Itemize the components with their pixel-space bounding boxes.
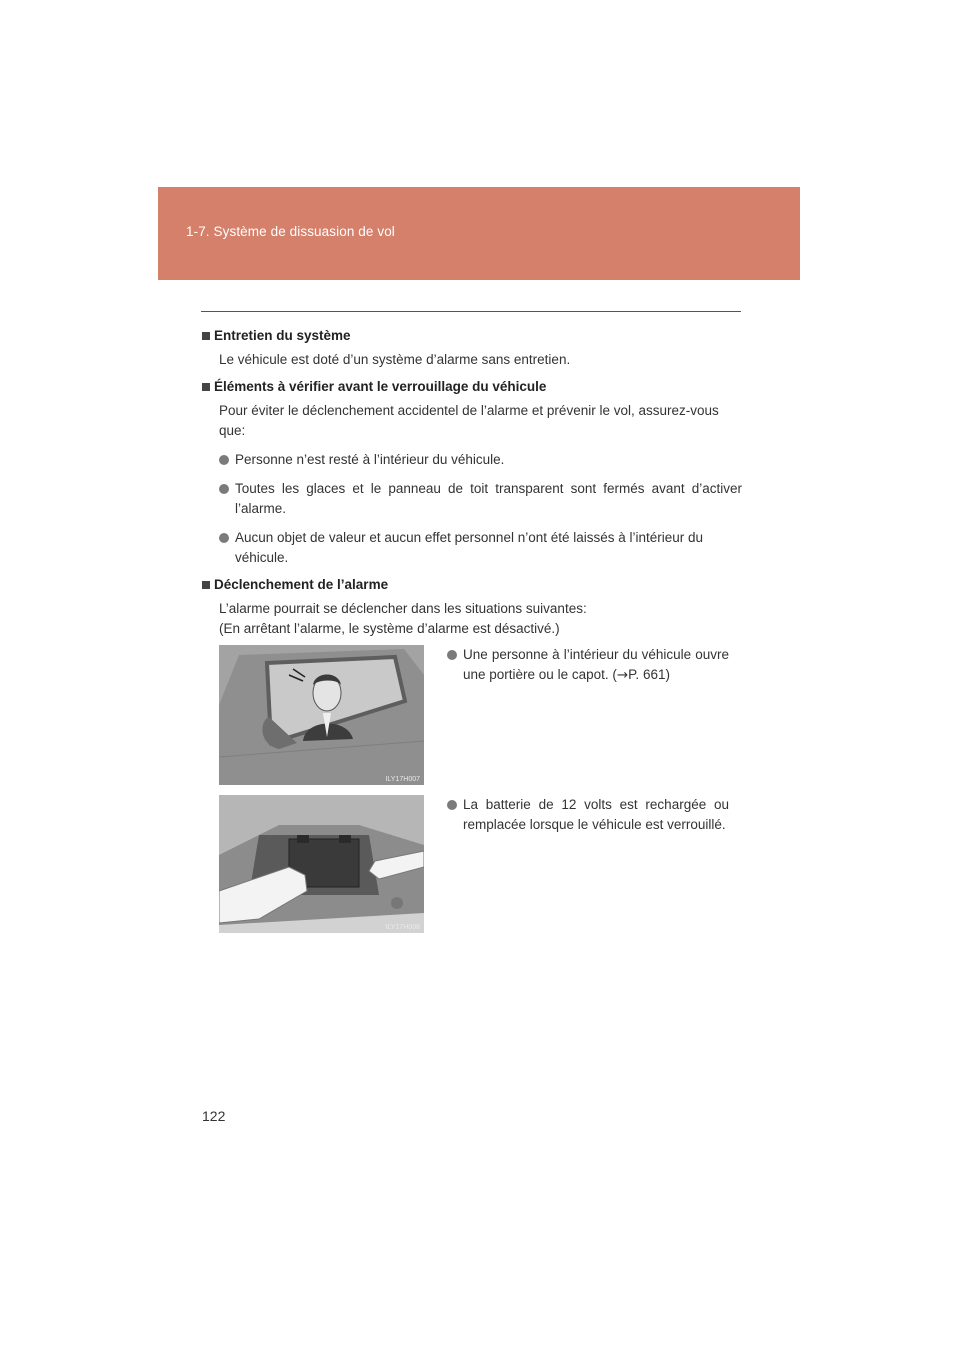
section-heading: Éléments à vérifier avant le verrouillage du véhicule <box>202 379 742 394</box>
section-text: Pour éviter le déclenchement accidentel de l’alarme et prévenir le vol, assurez-vous que: <box>219 403 719 438</box>
section-text: Le véhicule est doté d’un système d’alarme sans entretien. <box>219 352 571 367</box>
main-content <box>202 328 742 648</box>
section-heading: Entretien du système <box>202 328 742 343</box>
page-number: 122 <box>202 1108 226 1124</box>
section-trigger <box>202 577 742 639</box>
list-item: Toutes les glaces et le panneau de toit transparent sont fermés avant d’activer l’alarme. <box>219 479 742 519</box>
section-maintenance <box>202 328 742 370</box>
page-reference-arrow-icon: → <box>616 667 629 683</box>
image-code: ILY17H007 <box>385 776 420 783</box>
battery-illustration <box>219 795 424 933</box>
bullet-dot-icon <box>219 533 229 543</box>
image-code: ILY17H008 <box>385 924 420 931</box>
battery-image <box>219 795 424 933</box>
square-bullet-icon <box>202 383 210 391</box>
bullet-dot-icon <box>219 455 229 465</box>
bullet-dot-icon <box>447 800 457 810</box>
section-divider <box>201 311 741 312</box>
list-item: Aucun objet de valeur et aucun effet personnel n’ont été laissés à l’intérieur du véhicule. <box>219 528 742 568</box>
list-item: La batterie de 12 volts est rechargée ou remplacée lorsque le véhicule est verrouillé. <box>447 795 729 835</box>
section-text: L’alarme pourrait se déclencher dans les situations suivantes: (En arrêtant l’alarme, le système d’alarme est désactivé.) <box>219 601 587 636</box>
bullet-dot-icon <box>447 650 457 660</box>
square-bullet-icon <box>202 332 210 340</box>
square-bullet-icon <box>202 581 210 589</box>
section-heading: Déclenchement de l’alarme <box>202 577 742 592</box>
list-item: Personne n’est resté à l’intérieur du véhicule. <box>219 450 742 470</box>
car-door-image <box>219 645 424 785</box>
chapter-title: 1-7. Système de dissuasion de vol <box>186 224 395 239</box>
illustrated-text <box>447 645 729 694</box>
section-checks <box>202 379 742 568</box>
list-item: Une personne à l’intérieur du véhicule ouvre une portière ou le capot. (→P. 661) <box>447 645 729 685</box>
illustrated-text <box>447 795 729 844</box>
bullet-dot-icon <box>219 484 229 494</box>
car-door-illustration <box>219 645 424 785</box>
header-band <box>158 187 800 280</box>
